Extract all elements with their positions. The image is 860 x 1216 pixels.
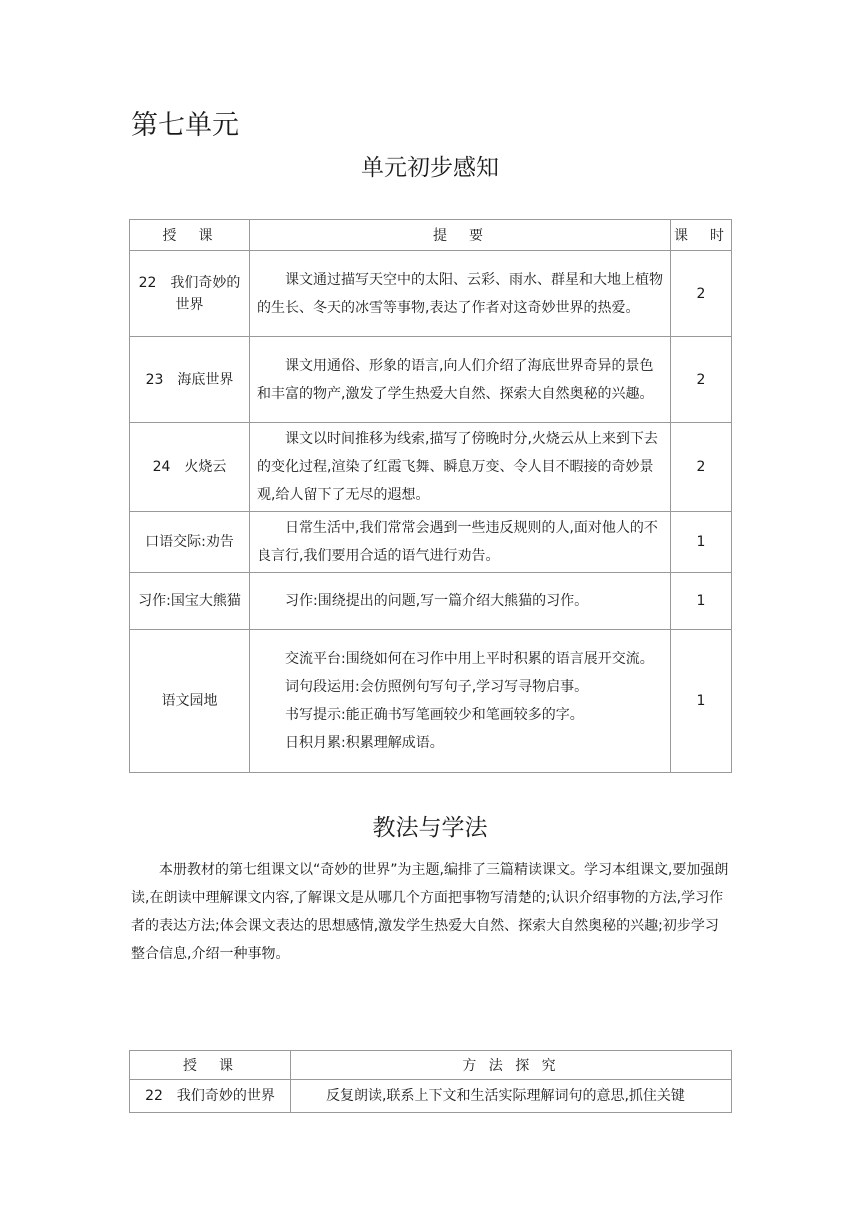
summary-text: 日积月累:积累理解成语。 [285,735,444,751]
table-row [130,512,732,573]
summary-cell [250,512,671,573]
section-title-methods: 教法与学法 [372,815,488,841]
lesson-cell: 口语交际:劝告 [130,512,250,573]
lesson-cell: 23 海底世界 [130,337,250,423]
header-lesson: 授 课 [130,220,250,251]
section-title-overview: 单元初步感知 [361,155,499,181]
summary-text: 课文用通俗、形象的语言,向人们介绍了海底世界奇异的景色和丰富的物产,激发了学生热爱大自然、探索大自然奥秘的兴趣。 [257,357,654,402]
header-method: 方 法 探 究 [291,1051,732,1080]
hours-cell: 1 [671,512,732,573]
method-cell [291,1080,732,1113]
hours-cell: 2 [671,337,732,423]
table-row [130,573,732,630]
lesson-cell: 22 我们奇妙的世界 [130,251,250,337]
table-row [130,423,732,512]
summary-text: 课文通过描写天空中的太阳、云彩、雨水、群星和大地上植物的生长、冬天的冰雪等事物,表达了作者对这奇妙世界的热爱。 [257,271,663,316]
hours-cell: 2 [671,423,732,512]
summary-text: 书写提示:能正确书写笔画较少和笔画较多的字。 [285,707,584,723]
summary-cell [250,630,671,773]
header-hours: 课 时 [671,220,732,251]
table-row [130,630,732,773]
methods-paragraph: 本册教材的第七组课文以“奇妙的世界”为主题,编排了三篇精读课文。学习本组课文,要加强朗读,在朗读中理解课文内容,了解课文是从哪几个方面把事物写清楚的;认识介绍事物的方法,学习作者的表达方法;体会课文表达的思想感情,激发学生热爱大自然、探索大自然奥秘的兴趣;初步学习整合信息,介绍一种事物。 [131,862,729,962]
summary-text: 课文以时间推移为线索,描写了傍晚时分,火烧云从上来到下去的变化过程,渲染了红霞飞舞、瞬息万变、令人目不暇接的奇妙景观,给人留下了无尽的遐想。 [257,431,658,503]
summary-cell [250,251,671,337]
lesson-overview-table [129,219,732,773]
summary-text: 交流平台:围绕如何在习作中用上平时积累的语言展开交流。 [285,651,654,667]
header-lesson: 授 课 [130,1051,291,1080]
table-row [130,251,732,337]
header-summary: 提 要 [250,220,671,251]
table-row [130,337,732,423]
summary-text: 习作:围绕提出的问题,写一篇介绍大熊猫的习作。 [285,593,589,609]
method-table [129,1050,732,1113]
hours-cell: 1 [671,573,732,630]
unit-title: 第七单元 [131,110,239,141]
summary-cell [250,337,671,423]
summary-cell [250,423,671,512]
lesson-cell: 24 火烧云 [130,423,250,512]
summary-text: 词句段运用:会仿照例句写句子,学习写寻物启事。 [285,679,589,695]
summary-cell [250,573,671,630]
table-header-row [130,220,732,251]
hours-cell: 2 [671,251,732,337]
summary-text: 日常生活中,我们常常会遇到一些违反规则的人,面对他人的不良言行,我们要用合适的语气进行劝告。 [257,520,658,564]
method-text: 反复朗读,联系上下文和生活实际理解词句的意思,抓住关键 [326,1088,685,1104]
hours-cell: 1 [671,630,732,773]
lesson-cell: 语文园地 [130,630,250,773]
lesson-cell: 22 我们奇妙的世界 [130,1080,291,1113]
table-row [130,1080,732,1113]
table-header-row [130,1051,732,1080]
lesson-cell: 习作:国宝大熊猫 [130,573,250,630]
